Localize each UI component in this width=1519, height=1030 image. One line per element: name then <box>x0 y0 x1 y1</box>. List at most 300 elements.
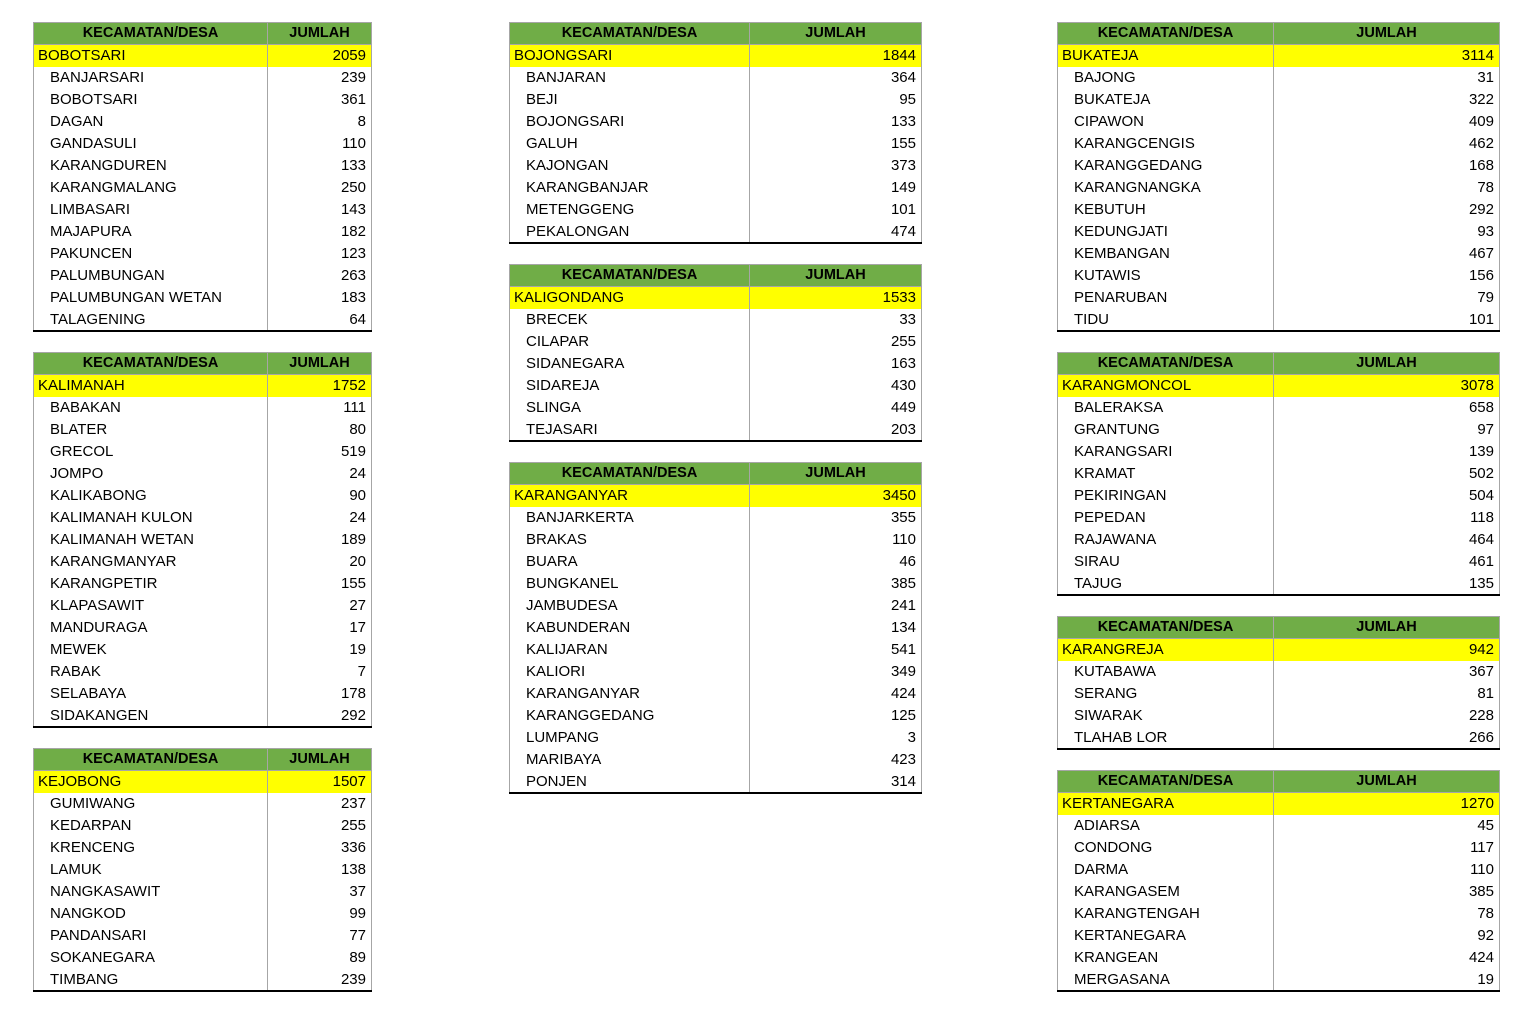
table-row <box>34 177 372 199</box>
desa-name: PAKUNCEN <box>34 243 268 265</box>
kecamatan-total-row <box>34 375 372 397</box>
desa-name: CILAPAR <box>510 331 750 353</box>
desa-name: LUMPANG <box>510 727 750 749</box>
desa-name: SELABAYA <box>34 683 268 705</box>
desa-count: 24 <box>268 463 372 485</box>
desa-count: 424 <box>750 683 922 705</box>
desa-count: 203 <box>750 419 922 441</box>
table-header-row <box>34 749 372 771</box>
table-row <box>34 683 372 705</box>
table-row <box>510 177 922 199</box>
desa-name: CONDONG <box>1058 837 1274 859</box>
desa-count: 355 <box>750 507 922 529</box>
desa-count: 367 <box>1274 661 1500 683</box>
desa-count: 292 <box>1274 199 1500 221</box>
table-header-row <box>1058 617 1500 639</box>
kecamatan-total-row <box>1058 45 1500 67</box>
desa-name: BLATER <box>34 419 268 441</box>
table-header-row <box>510 463 922 485</box>
table-row <box>510 309 922 331</box>
desa-count: 93 <box>1274 221 1500 243</box>
table-header-row <box>1058 353 1500 375</box>
kecamatan-table <box>1057 352 1500 596</box>
desa-count: 182 <box>268 221 372 243</box>
column-header-name: KECAMATAN/DESA <box>1058 617 1274 639</box>
desa-count: 250 <box>268 177 372 199</box>
kecamatan-table <box>1057 616 1500 750</box>
table-row <box>1058 155 1500 177</box>
desa-count: 19 <box>1274 969 1500 991</box>
table-row <box>34 947 372 969</box>
desa-name: PEKALONGAN <box>510 221 750 243</box>
desa-name: BANJARAN <box>510 67 750 89</box>
table-row <box>34 419 372 441</box>
kecamatan-name: BUKATEJA <box>1058 45 1274 67</box>
desa-count: 37 <box>268 881 372 903</box>
kecamatan-name: KERTANEGARA <box>1058 793 1274 815</box>
table-row <box>1058 881 1500 903</box>
column-header-name: KECAMATAN/DESA <box>510 23 750 45</box>
table-row <box>1058 177 1500 199</box>
table-row <box>34 111 372 133</box>
desa-count: 519 <box>268 441 372 463</box>
kecamatan-table <box>509 462 922 794</box>
desa-name: BUNGKANEL <box>510 573 750 595</box>
desa-name: KRANGEAN <box>1058 947 1274 969</box>
table-row <box>1058 441 1500 463</box>
desa-name: KERTANEGARA <box>1058 925 1274 947</box>
column-header-count: JUMLAH <box>268 353 372 375</box>
desa-name: PANDANSARI <box>34 925 268 947</box>
desa-name: MARIBAYA <box>510 749 750 771</box>
desa-count: 77 <box>268 925 372 947</box>
desa-count: 541 <box>750 639 922 661</box>
column-header-count: JUMLAH <box>750 265 922 287</box>
table-row <box>510 529 922 551</box>
table-row <box>34 903 372 925</box>
desa-count: 101 <box>750 199 922 221</box>
desa-count: 424 <box>1274 947 1500 969</box>
desa-count: 228 <box>1274 705 1500 727</box>
kecamatan-total: 1533 <box>750 287 922 309</box>
desa-name: LAMUK <box>34 859 268 881</box>
kecamatan-total-row <box>510 485 922 507</box>
desa-count: 263 <box>268 265 372 287</box>
desa-name: GANDASULI <box>34 133 268 155</box>
column-header-count: JUMLAH <box>1274 23 1500 45</box>
column-header-count: JUMLAH <box>1274 771 1500 793</box>
desa-count: 143 <box>268 199 372 221</box>
desa-name: KARANGMANYAR <box>34 551 268 573</box>
desa-name: JOMPO <box>34 463 268 485</box>
desa-name: KARANGSARI <box>1058 441 1274 463</box>
table-row <box>34 529 372 551</box>
kecamatan-name: BOBOTSARI <box>34 45 268 67</box>
desa-name: PEPEDAN <box>1058 507 1274 529</box>
table-row <box>1058 133 1500 155</box>
table-row <box>1058 859 1500 881</box>
kecamatan-table <box>33 352 372 728</box>
desa-count: 33 <box>750 309 922 331</box>
desa-name: KARANGPETIR <box>34 573 268 595</box>
desa-name: KABUNDERAN <box>510 617 750 639</box>
table-row <box>510 727 922 749</box>
desa-count: 95 <box>750 89 922 111</box>
table-row <box>510 595 922 617</box>
desa-name: BRAKAS <box>510 529 750 551</box>
table-row <box>1058 243 1500 265</box>
kecamatan-total-row <box>1058 793 1500 815</box>
desa-name: SIRAU <box>1058 551 1274 573</box>
desa-count: 461 <box>1274 551 1500 573</box>
desa-count: 118 <box>1274 507 1500 529</box>
desa-count: 110 <box>268 133 372 155</box>
column-header-name: KECAMATAN/DESA <box>510 463 750 485</box>
desa-count: 163 <box>750 353 922 375</box>
table-row <box>510 617 922 639</box>
table-row <box>510 111 922 133</box>
desa-count: 80 <box>268 419 372 441</box>
table-row <box>34 969 372 991</box>
table-row <box>510 221 922 243</box>
table-row <box>34 463 372 485</box>
table-row <box>34 881 372 903</box>
table-row <box>34 199 372 221</box>
desa-name: TALAGENING <box>34 309 268 331</box>
kecamatan-total: 1270 <box>1274 793 1500 815</box>
desa-count: 385 <box>1274 881 1500 903</box>
desa-name: PENARUBAN <box>1058 287 1274 309</box>
table-row <box>34 221 372 243</box>
desa-name: KEBUTUH <box>1058 199 1274 221</box>
desa-count: 135 <box>1274 573 1500 595</box>
kecamatan-total-row <box>510 287 922 309</box>
kecamatan-name: KALIGONDANG <box>510 287 750 309</box>
desa-count: 409 <box>1274 111 1500 133</box>
desa-name: PALUMBUNGAN <box>34 265 268 287</box>
desa-name: SIDAREJA <box>510 375 750 397</box>
table-row <box>1058 727 1500 749</box>
desa-name: NANGKOD <box>34 903 268 925</box>
table-row <box>1058 397 1500 419</box>
desa-count: 462 <box>1274 133 1500 155</box>
desa-name: KALIORI <box>510 661 750 683</box>
desa-name: TEJASARI <box>510 419 750 441</box>
desa-name: GRECOL <box>34 441 268 463</box>
desa-count: 449 <box>750 397 922 419</box>
table-row <box>1058 969 1500 991</box>
desa-count: 314 <box>750 771 922 793</box>
table-row <box>510 573 922 595</box>
desa-name: KARANGTENGAH <box>1058 903 1274 925</box>
table-row <box>34 485 372 507</box>
table-row <box>34 265 372 287</box>
desa-name: KARANGANYAR <box>510 683 750 705</box>
kecamatan-total: 1752 <box>268 375 372 397</box>
desa-count: 110 <box>1274 859 1500 881</box>
table-row <box>1058 111 1500 133</box>
kecamatan-name: KARANGMONCOL <box>1058 375 1274 397</box>
desa-name: TLAHAB LOR <box>1058 727 1274 749</box>
table-row <box>1058 419 1500 441</box>
kecamatan-total: 1844 <box>750 45 922 67</box>
table-row <box>34 309 372 331</box>
desa-name: KUTABAWA <box>1058 661 1274 683</box>
desa-name: KARANGGEDANG <box>510 705 750 727</box>
desa-name: BALERAKSA <box>1058 397 1274 419</box>
desa-count: 364 <box>750 67 922 89</box>
kecamatan-total: 3114 <box>1274 45 1500 67</box>
table-row <box>34 617 372 639</box>
desa-name: METENGGENG <box>510 199 750 221</box>
kecamatan-table <box>1057 770 1500 992</box>
table-row <box>1058 463 1500 485</box>
desa-count: 373 <box>750 155 922 177</box>
table-row <box>510 331 922 353</box>
desa-count: 423 <box>750 749 922 771</box>
desa-name: BANJARKERTA <box>510 507 750 529</box>
table-row <box>34 67 372 89</box>
desa-count: 255 <box>750 331 922 353</box>
table-row <box>510 353 922 375</box>
table-row <box>34 815 372 837</box>
desa-count: 189 <box>268 529 372 551</box>
table-row <box>1058 947 1500 969</box>
column-header-name: KECAMATAN/DESA <box>34 23 268 45</box>
desa-count: 133 <box>268 155 372 177</box>
desa-name: BABAKAN <box>34 397 268 419</box>
desa-count: 27 <box>268 595 372 617</box>
kecamatan-total: 3450 <box>750 485 922 507</box>
desa-count: 292 <box>268 705 372 727</box>
table-row <box>34 661 372 683</box>
desa-count: 349 <box>750 661 922 683</box>
column-header-count: JUMLAH <box>268 749 372 771</box>
desa-name: ADIARSA <box>1058 815 1274 837</box>
table-row <box>510 155 922 177</box>
desa-count: 24 <box>268 507 372 529</box>
table-row <box>1058 89 1500 111</box>
desa-name: SERANG <box>1058 683 1274 705</box>
table-row <box>34 595 372 617</box>
table-row <box>34 573 372 595</box>
table-row <box>34 155 372 177</box>
table-row <box>510 639 922 661</box>
kecamatan-total: 1507 <box>268 771 372 793</box>
kecamatan-total-row <box>34 771 372 793</box>
table-row <box>1058 265 1500 287</box>
desa-name: MERGASANA <box>1058 969 1274 991</box>
desa-name: JAMBUDESA <box>510 595 750 617</box>
desa-name: SIDAKANGEN <box>34 705 268 727</box>
table-header-row <box>34 353 372 375</box>
desa-name: TIMBANG <box>34 969 268 991</box>
column-header-count: JUMLAH <box>1274 353 1500 375</box>
table-row <box>510 661 922 683</box>
desa-name: BOJONGSARI <box>510 111 750 133</box>
table-row <box>34 859 372 881</box>
desa-count: 168 <box>1274 155 1500 177</box>
table-row <box>1058 705 1500 727</box>
column-header-count: JUMLAH <box>750 23 922 45</box>
kecamatan-total: 942 <box>1274 639 1500 661</box>
table-row <box>1058 309 1500 331</box>
table-row <box>510 705 922 727</box>
desa-name: BOBOTSARI <box>34 89 268 111</box>
desa-count: 8 <box>268 111 372 133</box>
table-row <box>1058 507 1500 529</box>
desa-name: KRENCENG <box>34 837 268 859</box>
desa-count: 266 <box>1274 727 1500 749</box>
desa-count: 361 <box>268 89 372 111</box>
desa-count: 138 <box>268 859 372 881</box>
desa-count: 255 <box>268 815 372 837</box>
kecamatan-total-row <box>1058 639 1500 661</box>
desa-count: 20 <box>268 551 372 573</box>
desa-count: 134 <box>750 617 922 639</box>
column-header-count: JUMLAH <box>268 23 372 45</box>
kecamatan-name: KALIMANAH <box>34 375 268 397</box>
table-header-row <box>1058 771 1500 793</box>
desa-name: KALIJARAN <box>510 639 750 661</box>
table-row <box>34 287 372 309</box>
table-row <box>34 133 372 155</box>
table-row <box>34 89 372 111</box>
table-row <box>34 793 372 815</box>
desa-count: 97 <box>1274 419 1500 441</box>
desa-name: CIPAWON <box>1058 111 1274 133</box>
desa-count: 155 <box>268 573 372 595</box>
desa-count: 336 <box>268 837 372 859</box>
desa-name: PEKIRINGAN <box>1058 485 1274 507</box>
table-row <box>510 749 922 771</box>
kecamatan-total-row <box>1058 375 1500 397</box>
desa-count: 430 <box>750 375 922 397</box>
table-row <box>1058 485 1500 507</box>
desa-name: BEJI <box>510 89 750 111</box>
desa-count: 385 <box>750 573 922 595</box>
table-header-row <box>34 23 372 45</box>
table-header-row <box>510 23 922 45</box>
desa-count: 239 <box>268 969 372 991</box>
table-row <box>510 89 922 111</box>
desa-name: SOKANEGARA <box>34 947 268 969</box>
desa-name: DAGAN <box>34 111 268 133</box>
table-row <box>34 551 372 573</box>
desa-name: KUTAWIS <box>1058 265 1274 287</box>
table-row <box>510 507 922 529</box>
kecamatan-total: 2059 <box>268 45 372 67</box>
desa-count: 90 <box>268 485 372 507</box>
desa-count: 81 <box>1274 683 1500 705</box>
desa-count: 241 <box>750 595 922 617</box>
desa-count: 117 <box>1274 837 1500 859</box>
desa-name: KARANGNANGKA <box>1058 177 1274 199</box>
column-header-count: JUMLAH <box>750 463 922 485</box>
desa-name: KARANGCENGIS <box>1058 133 1274 155</box>
desa-name: KLAPASAWIT <box>34 595 268 617</box>
table-row <box>1058 903 1500 925</box>
desa-name: RAJAWANA <box>1058 529 1274 551</box>
desa-name: MAJAPURA <box>34 221 268 243</box>
kecamatan-name: KEJOBONG <box>34 771 268 793</box>
table-row <box>510 683 922 705</box>
desa-name: BRECEK <box>510 309 750 331</box>
desa-count: 110 <box>750 529 922 551</box>
desa-count: 239 <box>268 67 372 89</box>
desa-count: 474 <box>750 221 922 243</box>
desa-name: LIMBASARI <box>34 199 268 221</box>
desa-name: KALIMANAH WETAN <box>34 529 268 551</box>
table-row <box>34 925 372 947</box>
desa-count: 89 <box>268 947 372 969</box>
table-row <box>34 441 372 463</box>
kecamatan-name: KARANGANYAR <box>510 485 750 507</box>
table-row <box>510 551 922 573</box>
kecamatan-table <box>33 748 372 992</box>
desa-count: 155 <box>750 133 922 155</box>
column-header-count: JUMLAH <box>1274 617 1500 639</box>
table-row <box>34 397 372 419</box>
desa-name: KARANGDUREN <box>34 155 268 177</box>
desa-name: SIWARAK <box>1058 705 1274 727</box>
table-row <box>1058 67 1500 89</box>
table-row <box>510 67 922 89</box>
desa-name: KAJONGAN <box>510 155 750 177</box>
table-row <box>34 243 372 265</box>
desa-name: TIDU <box>1058 309 1274 331</box>
kecamatan-table <box>509 264 922 442</box>
desa-count: 79 <box>1274 287 1500 309</box>
desa-name: SLINGA <box>510 397 750 419</box>
desa-count: 183 <box>268 287 372 309</box>
column-header-name: KECAMATAN/DESA <box>34 353 268 375</box>
table-row <box>510 419 922 441</box>
desa-name: TAJUG <box>1058 573 1274 595</box>
desa-name: KRAMAT <box>1058 463 1274 485</box>
desa-name: KARANGBANJAR <box>510 177 750 199</box>
desa-count: 46 <box>750 551 922 573</box>
desa-name: NANGKASAWIT <box>34 881 268 903</box>
table-row <box>34 507 372 529</box>
table-header-row <box>1058 23 1500 45</box>
kecamatan-table <box>509 22 922 244</box>
desa-count: 467 <box>1274 243 1500 265</box>
desa-count: 178 <box>268 683 372 705</box>
table-row <box>1058 683 1500 705</box>
table-row <box>34 837 372 859</box>
table-row <box>1058 551 1500 573</box>
kecamatan-total-row <box>510 45 922 67</box>
table-row <box>1058 287 1500 309</box>
table-row <box>1058 837 1500 859</box>
desa-count: 99 <box>268 903 372 925</box>
desa-count: 125 <box>750 705 922 727</box>
desa-name: KARANGGEDANG <box>1058 155 1274 177</box>
desa-name: PALUMBUNGAN WETAN <box>34 287 268 309</box>
desa-count: 17 <box>268 617 372 639</box>
table-row <box>510 199 922 221</box>
kecamatan-table <box>33 22 372 332</box>
desa-count: 502 <box>1274 463 1500 485</box>
table-row <box>510 771 922 793</box>
desa-name: BAJONG <box>1058 67 1274 89</box>
kecamatan-name: KARANGREJA <box>1058 639 1274 661</box>
table-row <box>34 705 372 727</box>
desa-count: 19 <box>268 639 372 661</box>
table-row <box>510 375 922 397</box>
desa-count: 78 <box>1274 903 1500 925</box>
